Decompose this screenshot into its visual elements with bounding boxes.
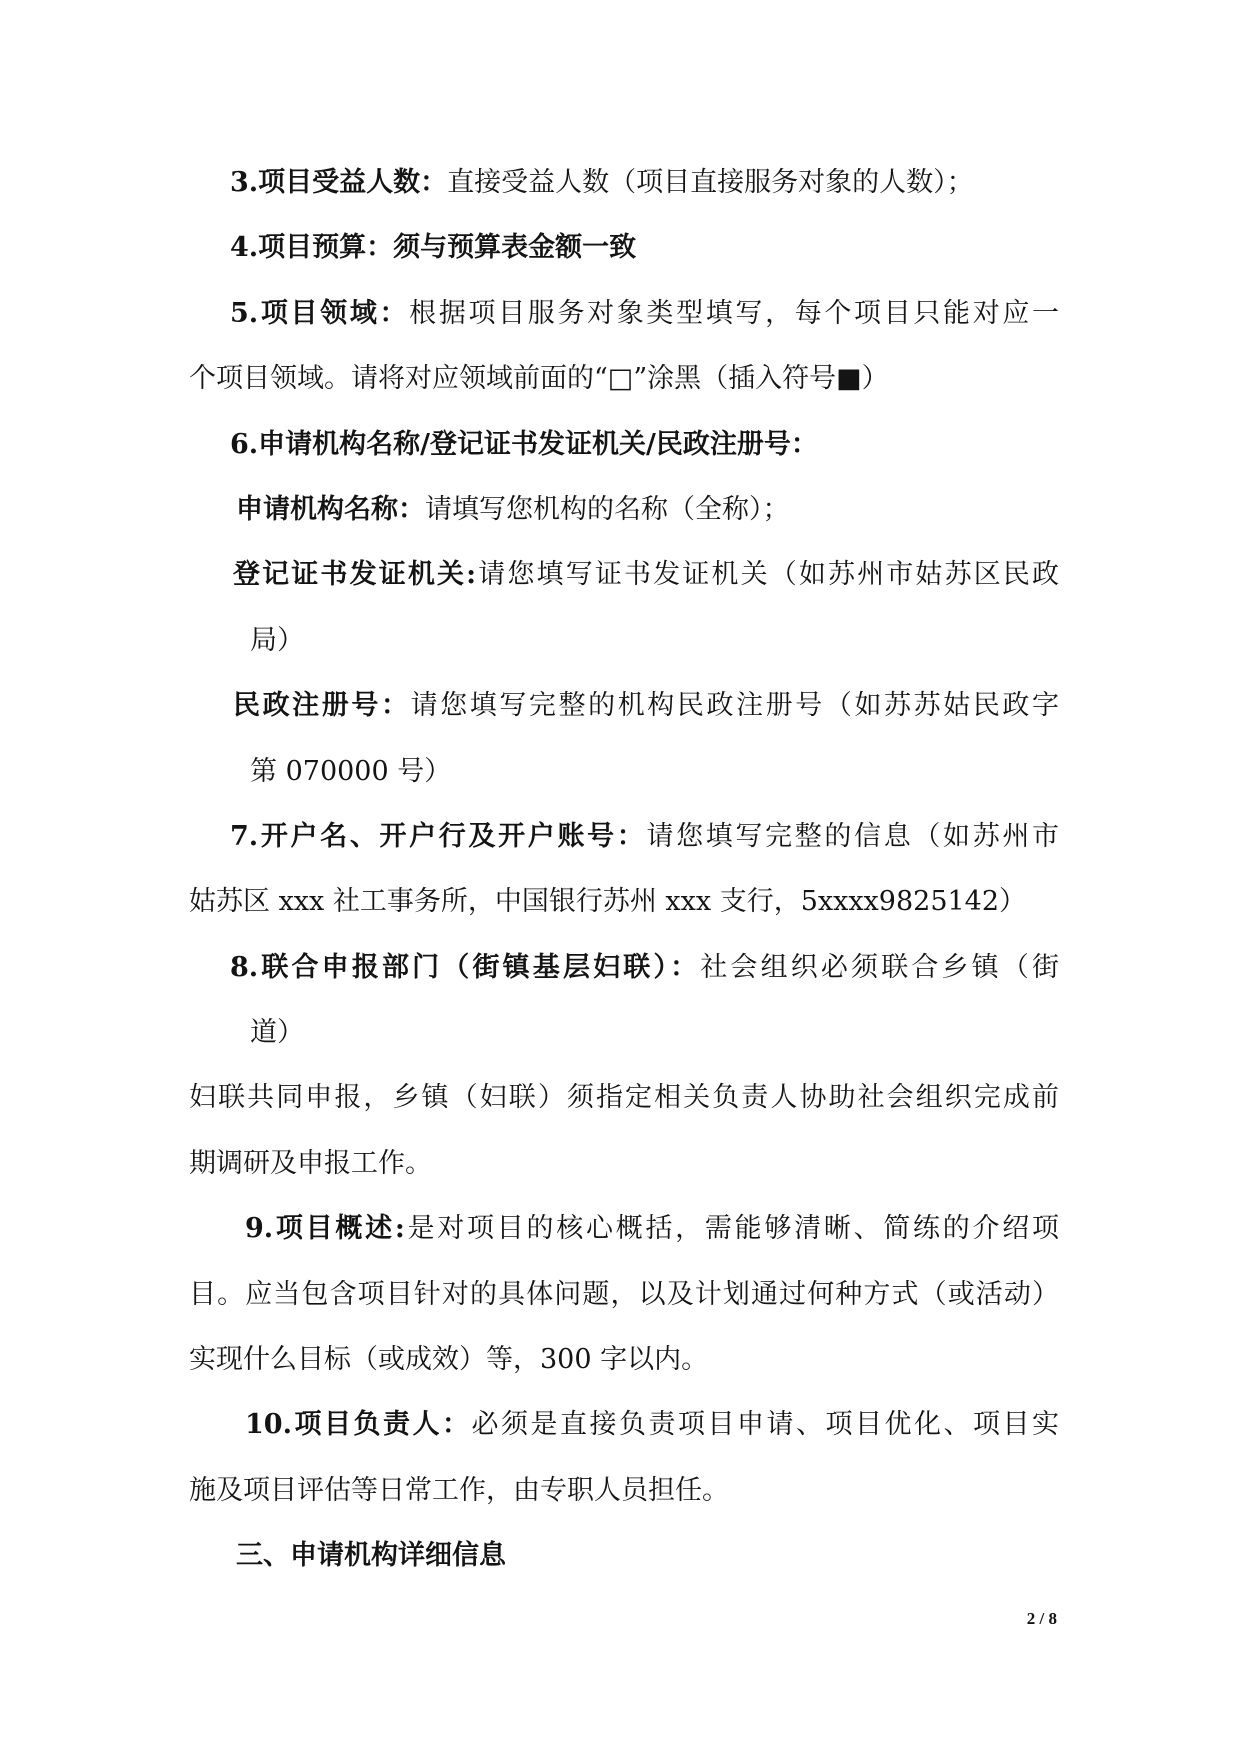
field-label: 4.项目预算：须与预算表金额一致 xyxy=(230,232,637,264)
item-6-registration-number-continued xyxy=(189,739,1059,804)
field-description: 直接受益人数（项目直接服务对象的人数）； xyxy=(447,167,974,198)
item-10-project-lead xyxy=(189,1392,1059,1457)
field-description: 实现什么目标（或成效）等，300 字以内。 xyxy=(189,1344,709,1376)
field-description: 道） xyxy=(250,1017,304,1049)
field-description: 请填写您机构的名称（全称）； xyxy=(425,493,790,525)
item-6-registration-number xyxy=(189,673,1059,738)
item-5-domain-continued xyxy=(189,346,1059,411)
field-description: 请您填写证书发证机关（如苏州市姑苏区民政 xyxy=(476,559,1060,591)
item-4-budget xyxy=(189,215,1059,280)
item-6-heading xyxy=(189,412,1059,477)
item-8-paragraph-line xyxy=(189,1065,1059,1130)
item-3-beneficiaries xyxy=(189,150,1059,215)
field-label: 3.项目受益人数： xyxy=(230,167,448,198)
field-label: 申请机构名称： xyxy=(236,493,425,525)
page-number: 2 / 8 xyxy=(1026,1609,1057,1628)
item-7-bank-account-continued xyxy=(189,869,1059,934)
field-label: 8.联合申报部门（街镇基层妇联）： xyxy=(230,951,701,983)
item-7-bank-account xyxy=(189,804,1059,869)
field-label: 5.项目领域： xyxy=(230,297,410,329)
field-label: 7.开户名、开户行及开户账号： xyxy=(230,820,647,852)
field-label: 10.项目负责人： xyxy=(245,1409,472,1441)
item-8-joint-department-continued xyxy=(189,1000,1059,1065)
field-description: 个项目领域。请将对应领域前面的“□”涂黑（插入符号■） xyxy=(189,363,889,395)
item-9-overview xyxy=(189,1196,1059,1261)
item-6-issuing-authority xyxy=(189,542,1059,607)
field-description: 期调研及申报工作。 xyxy=(189,1147,432,1179)
item-9-overview-continued xyxy=(189,1262,1059,1327)
section-heading-3 xyxy=(189,1523,1059,1588)
item-9-overview-end xyxy=(189,1327,1059,1392)
field-label: 登记证书发证机关: xyxy=(233,559,477,591)
field-label: 9.项目概述: xyxy=(245,1213,405,1245)
item-8-joint-department xyxy=(189,935,1059,1000)
field-description: 根据项目服务对象类型填写，每个项目只能对应一 xyxy=(409,297,1060,329)
field-description: 请您填写完整的机构民政注册号（如苏苏姑民政字 xyxy=(410,690,1060,722)
item-6-org-name xyxy=(189,477,1059,542)
field-description: 必须是直接负责项目申请、项目优化、项目实 xyxy=(471,1409,1059,1441)
field-description: 请您填写完整的信息（如苏州市 xyxy=(646,820,1060,852)
item-8-paragraph-line-end xyxy=(189,1131,1059,1196)
field-description: 目。应当包含项目针对的具体问题，以及计划通过何种方式（或活动） xyxy=(189,1278,1059,1310)
item-6-issuing-authority-continued xyxy=(189,608,1059,673)
document-body xyxy=(189,150,1059,1589)
field-description: 第 070000 号） xyxy=(250,755,452,787)
item-10-project-lead-continued xyxy=(189,1458,1059,1523)
field-description: 姑苏区 xxx 社工事务所，中国银行苏州 xxx 支行，5xxxx9825142） xyxy=(189,886,1027,918)
section-title: 三、申请机构详细信息 xyxy=(236,1540,506,1572)
field-description: 妇联共同申报，乡镇（妇联）须指定相关负责人协助社会组织完成前 xyxy=(189,1082,1059,1114)
field-description: 社会组织必须联合乡镇（街 xyxy=(700,951,1060,983)
field-label: 民政注册号： xyxy=(233,690,411,722)
field-description: 局） xyxy=(250,624,304,656)
field-label: 6.申请机构名称/登记证书发证机关/民政注册号： xyxy=(230,428,818,460)
field-description: 是对项目的核心概括，需能够清晰、简练的介绍项 xyxy=(404,1213,1059,1245)
field-description: 施及项目评估等日常工作，由专职人员担任。 xyxy=(189,1474,729,1506)
item-5-domain xyxy=(189,281,1059,346)
